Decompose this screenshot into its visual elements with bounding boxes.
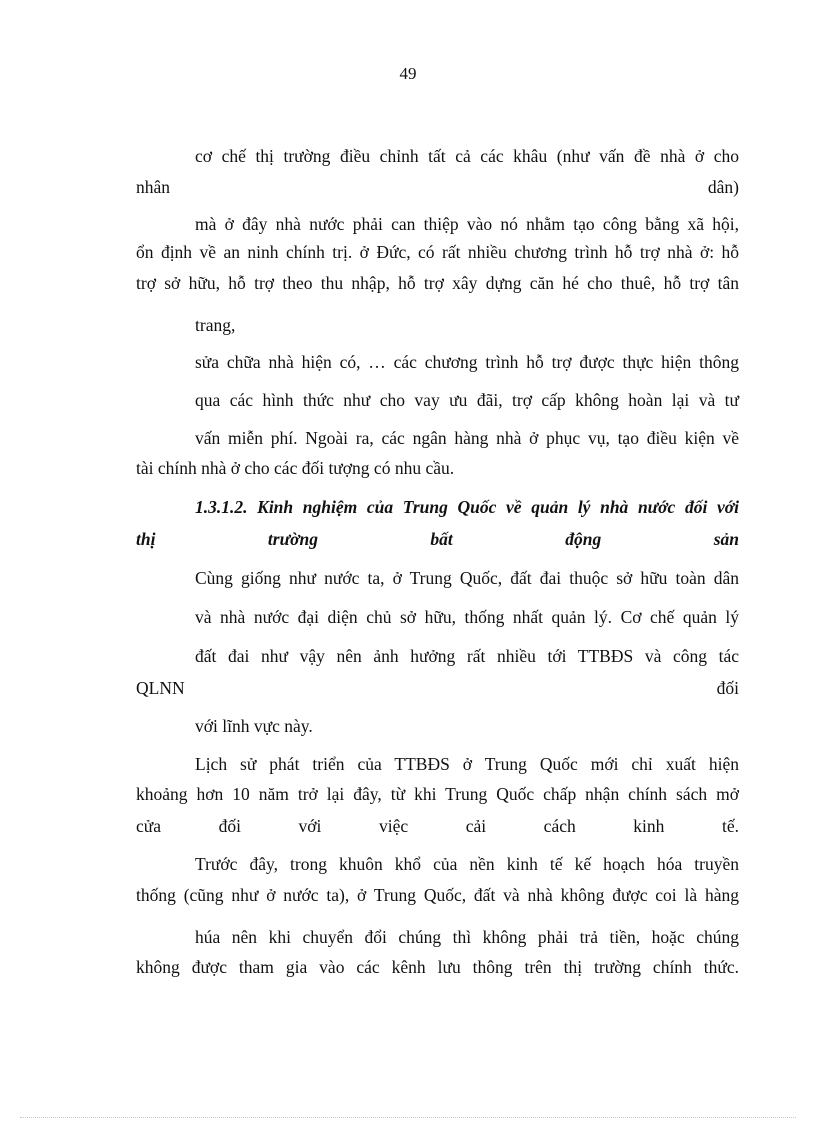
text-line: khoảng hơn 10 năm trở lại đây, từ khi Trung Quốc chấp nhận chính sách mở [136, 784, 739, 804]
text-line: ổn định về an ninh chính trị. ở Đức, có rất nhiều chương trình hỗ trợ nhà ở: hỗ [136, 242, 739, 262]
text-line: húa nên khi chuyển đổi chúng thì không phải trả tiền, hoặc chúng [195, 927, 739, 947]
text-line: QLNN đối [136, 678, 739, 698]
page-bottom-rule [20, 1117, 796, 1118]
text-line: và nhà nước đại diện chủ sở hữu, thống nhất quản lý. Cơ chế quản lý [195, 607, 739, 627]
text-line: cơ chế thị trường điều chỉnh tất cả các khâu (như vấn đề nhà ở cho [195, 146, 739, 166]
text-line: qua các hình thức như cho vay ưu đãi, trợ cấp không hoàn lại và tư [195, 390, 739, 410]
text-line: nhân dân) [136, 177, 739, 197]
text-line: Trước đây, trong khuôn khổ của nền kinh tế kế hoạch hóa truyền [195, 854, 739, 874]
page-number: 49 [399, 64, 417, 83]
text-line: Lịch sử phát triển của TTBĐS ở Trung Quốc mới chỉ xuất hiện [195, 754, 739, 774]
text-line: thống (cũng như ở nước ta), ở Trung Quốc, đất và nhà không được coi là hàng [136, 885, 739, 905]
text-line: với lĩnh vực này. [195, 716, 313, 736]
text-line: trợ sở hữu, hỗ trợ theo thu nhập, hỗ trợ xây dựng căn hé cho thuê, hỗ trợ tân [136, 273, 739, 293]
text-line: không được tham gia vào các kênh lưu thông trên thị trường chính thức. [136, 957, 739, 977]
section-heading-line: thị trường bất động sản [136, 529, 739, 549]
text-line: cửa đối với việc cải cách kinh tế. [136, 816, 739, 836]
text-line: đất đai như vậy nên ảnh hưởng rất nhiều tới TTBĐS và công tác [195, 646, 739, 666]
section-heading-line: 1.3.1.2. Kinh nghiệm của Trung Quốc về quản lý nhà nước đối với [195, 497, 739, 517]
text-line: mà ở đây nhà nước phải can thiệp vào nó nhằm tạo công bằng xã hội, [195, 214, 739, 234]
text-line: trang, [195, 315, 236, 335]
text-line: tài chính nhà ở cho các đối tượng có nhu cầu. [136, 458, 455, 478]
text-line: vấn miễn phí. Ngoài ra, các ngân hàng nhà ở phục vụ, tạo điều kiện về [195, 428, 739, 448]
text-line: Cùng giống như nước ta, ở Trung Quốc, đất đai thuộc sở hữu toàn dân [195, 568, 739, 588]
text-line: sửa chữa nhà hiện có, … các chương trình hỗ trợ được thực hiện thông [195, 352, 739, 372]
